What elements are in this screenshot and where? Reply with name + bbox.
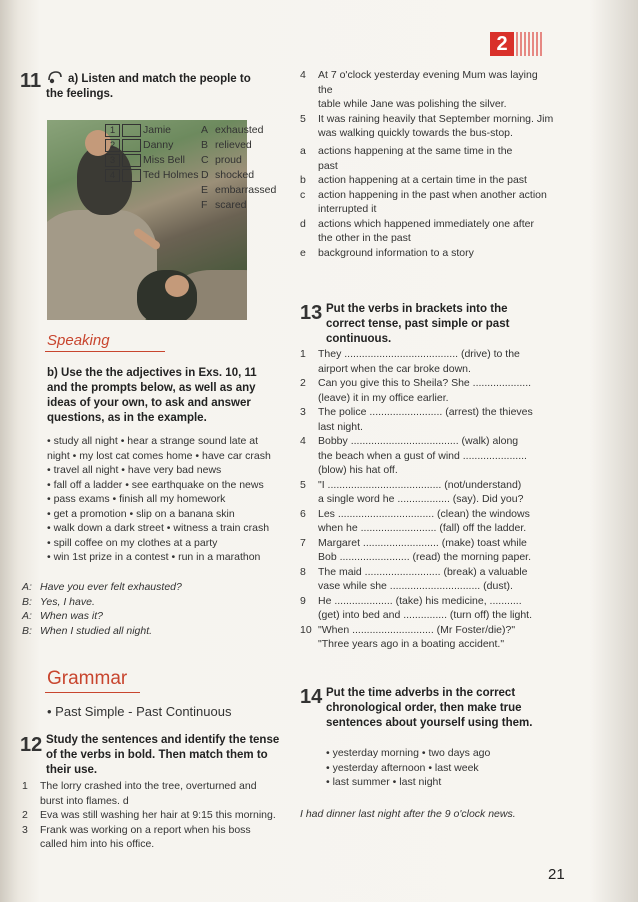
ex11-number: 11: [20, 70, 42, 92]
adverb-line: • yesterday afternoon • last week: [326, 761, 479, 774]
ex12-sentence: 1 The lorry crashed into the tree, overturned and burst into flames. d: [22, 780, 257, 807]
ex13-item: 5 "I ....................................... (not/understand) a single word he .................. (say). Did you?: [300, 478, 524, 505]
prompt-line: • pass exams • finish all my homework: [47, 493, 226, 505]
answer-box[interactable]: [122, 169, 141, 182]
feeling-row: C proud: [201, 154, 242, 166]
answer-box[interactable]: [122, 154, 141, 167]
speaking-title: Speaking: [47, 332, 110, 349]
prompt-line: • study all night • hear a strange sound late at: [47, 435, 259, 447]
ex12-use: c action happening in the past when another action interrupted it: [300, 188, 547, 215]
prompt-line: • spill coffee on my clothes at a party: [47, 536, 218, 549]
ex12-sentences-right: [300, 68, 555, 141]
ex12-use: d actions which happened immediately one after the other in the past: [300, 217, 534, 244]
ex12-use: b action happening at a certain time in the past: [300, 174, 527, 186]
ex13-item: 2 Can you give this to Sheila? She .................... (leave) it in my office earlier.: [300, 377, 532, 404]
ex12-heading: Study the sentences and identify the tense of the verbs in bold. Then match them to their use.: [46, 734, 280, 776]
dialogue-line: A: Have you ever felt exhausted?: [22, 581, 182, 593]
page-number: 21: [548, 866, 565, 883]
ex13-heading: Put the verbs in brackets into the correct tense, past simple or past continuous.: [326, 303, 510, 345]
ex12-sentence: 4 At 7 o'clock yesterday evening Mum was laying the table while Jane was polishing the silver.: [300, 69, 538, 110]
ex14-heading: Put the time adverbs in the correct chronological order, then make true sentences about yourself using them.: [326, 687, 533, 729]
ex12-use: a actions happening at the same time in the past: [300, 145, 513, 172]
speaking-prompts: [47, 434, 287, 565]
ex13-item: 6 Les ................................. (clean) the windows when he .......................... (fall) off the ladder.: [300, 507, 530, 534]
ex12-number: 12: [20, 734, 43, 756]
feeling-row: D shocked: [201, 169, 255, 181]
ex13-item: 4 Bobby ..................................... (walk) along the beach when a gust of wind ...................... (blow) his hat off.: [300, 435, 527, 476]
unit-badge-pattern: [516, 32, 544, 56]
ex13-item: 1 They ....................................... (drive) to the airport when the car broke down.: [300, 348, 520, 375]
speaking-underline: [45, 351, 165, 352]
prompt-line: • walk down a dark street • witness a train crash: [47, 522, 270, 534]
ex13-items: [300, 347, 555, 652]
ex11-people-list: [105, 123, 200, 183]
adverb-line: • last summer • last night: [326, 776, 442, 788]
dialogue-line: B: Yes, I have.: [22, 595, 95, 608]
ex12-uses: [300, 144, 555, 260]
adverb-line: • yesterday morning • two days ago: [326, 747, 491, 759]
answer-box[interactable]: [122, 124, 141, 137]
feeling-row: A exhausted: [201, 124, 264, 136]
dialogue-line: A: When was it?: [22, 610, 104, 622]
ex13-number: 13: [300, 302, 323, 324]
grammar-subtitle: • Past Simple - Past Continuous: [47, 704, 232, 719]
prompt-line: • win 1st prize in a contest • run in a marathon: [47, 551, 261, 563]
unit-badge: 2: [490, 32, 514, 56]
ex12-use: e background information to a story: [300, 246, 474, 259]
dialogue-line: B: When I studied all night.: [22, 624, 153, 637]
grammar-underline: [45, 692, 140, 693]
ex12-sentence: 5 It was raining heavily that September morning. Jim was walking quickly towards the bus-stop.: [300, 112, 554, 139]
speaking-instruction: b) Use the the adjectives in Exs. 10, 11 and the prompts below, as well as any ideas of your own, to ask and answer questions, as in the example.: [47, 367, 257, 424]
ex14-adverbs: [326, 746, 546, 790]
answer-box[interactable]: [122, 139, 141, 152]
feeling-row: B relieved: [201, 139, 252, 151]
people-row: 1 Jamie: [105, 123, 200, 138]
ex13-item: 9 He .................... (take) his medicine, ........... (get) into bed and ............... (turn off) the light.: [300, 594, 532, 621]
ex13-item: 3 The police ......................... (arrest) the thieves last night.: [300, 406, 533, 433]
feeling-row: F scared: [201, 199, 247, 211]
ex12-sentence: 2 Eva was still washing her hair at 9:15 this morning.: [22, 809, 276, 821]
ex11-heading: a) Listen and match the people to the feelings.: [46, 73, 251, 100]
people-row: 3 Miss Bell: [105, 153, 200, 168]
speaking-dialogue: [22, 580, 272, 638]
prompt-line: • fall off a ladder • see earthquake on the news: [47, 478, 264, 491]
ex14-example: I had dinner last night after the 9 o'clock news.: [300, 808, 516, 820]
prompt-line: • get a promotion • slip on a banana skin: [47, 507, 235, 520]
prompt-line: night • my lost cat comes home • have car crash: [47, 449, 271, 462]
ex11-feelings-list: [201, 123, 291, 213]
ex13-item: 10 "When ............................ (Mr Foster/die)?" "Three years ago in a boating accident.": [300, 623, 516, 650]
ex12-sentence: 3 Frank was working on a report when his boss called him into his office.: [22, 823, 251, 850]
ex13-item: 7 Margaret .......................... (make) toast while Bob ........................ (read) the morning paper.: [300, 536, 532, 563]
feeling-row: E embarrassed: [201, 184, 277, 196]
ex14-number: 14: [300, 686, 323, 708]
ex12-sentences-left: [22, 779, 277, 852]
people-row: 4 Ted Holmes: [105, 168, 200, 183]
grammar-title: Grammar: [47, 668, 128, 689]
people-row: 2 Danny: [105, 138, 200, 153]
prompt-line: • travel all night • have very bad news: [47, 464, 222, 476]
ex13-item: 8 The maid .......................... (break) a valuable vase while she ............................... (dust).: [300, 565, 528, 592]
